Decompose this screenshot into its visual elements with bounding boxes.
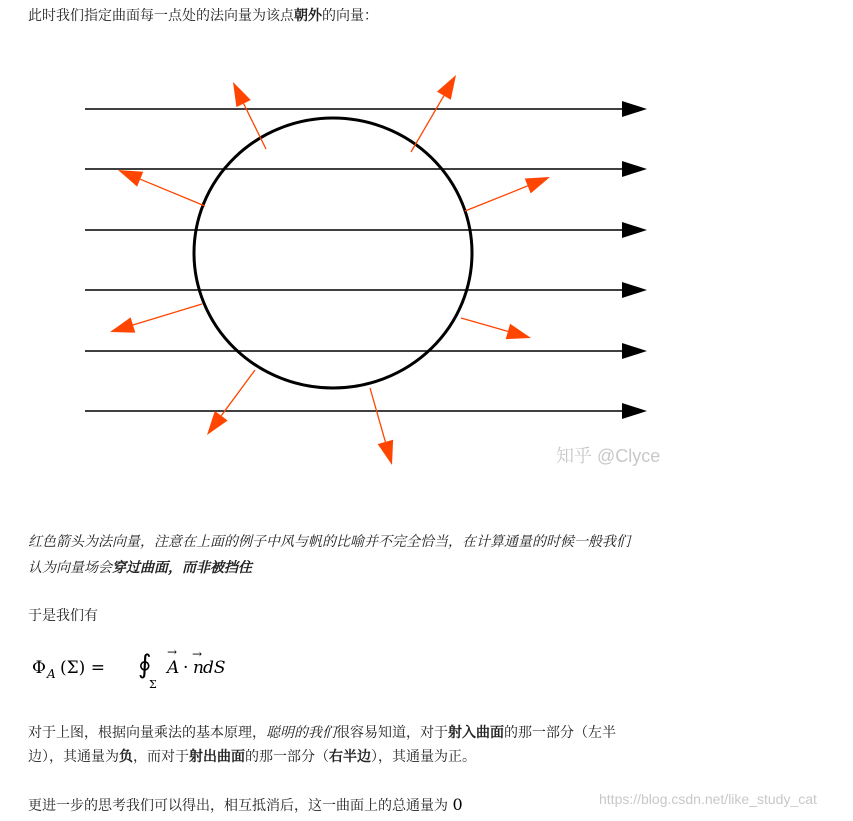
flux-diagram [0, 40, 853, 510]
caption-line-2 [28, 556, 252, 580]
normal-vector-arrowhead-8 [378, 440, 393, 465]
normal-vectors [110, 75, 550, 465]
explain-text-1: 对于上图，根据向量乘法的基本原理， [28, 725, 266, 741]
normal-vector-arrowhead-6 [506, 324, 531, 339]
normal-vector-shaft-3 [465, 186, 528, 211]
field-arrowhead-3 [622, 222, 647, 238]
normal-vector-arrowhead-4 [118, 170, 143, 187]
explain-text-4: 边），其通量为 [28, 749, 119, 765]
normal-vector-arrowhead-3 [525, 177, 550, 193]
normal-vector-arrowhead-5 [110, 317, 135, 332]
normal-vector-shaft-6 [461, 318, 508, 331]
normal-vector-shaft-8 [370, 388, 385, 442]
explain-text-5: ，而对于 [133, 749, 189, 765]
formula-var-a: A [167, 658, 180, 678]
normal-vector-shaft-7 [221, 370, 255, 416]
figure-watermark: 知乎 @Clyce [556, 446, 661, 466]
normal-vector-arrowhead-1 [233, 82, 251, 107]
normal-vector-shaft-5 [133, 304, 202, 325]
explain-bold-negative: 负 [119, 749, 133, 765]
flux-formula [30, 645, 290, 698]
explain-bold-inflow: 射入曲面 [448, 725, 504, 741]
formula-sub-a: A [47, 667, 56, 681]
normal-vector-shaft-2 [411, 96, 444, 152]
field-arrowhead-4 [622, 282, 647, 298]
intro-paragraph [28, 4, 378, 28]
total-flux-value: 0 [452, 795, 463, 814]
intro-bold: 朝外 [294, 8, 322, 24]
field-arrowhead-1 [622, 101, 647, 117]
normal-vector-shaft-4 [140, 179, 205, 206]
formula-dot: · [183, 658, 189, 678]
explain-text-3: 的那一部分（左半 [504, 725, 616, 741]
caption-line-1: 红色箭头为法向量，注意在上面的例子中风与帆的比喻并不完全恰当，在计算通量的时候一般我们 [28, 534, 630, 550]
conclusion-text: 更进一步的思考我们可以得出，相互抵消后，这一曲面上的总通量为 [28, 798, 448, 814]
paragraph-explanation-line-1 [28, 721, 616, 745]
explain-text-6: 的那一部分（ [245, 749, 329, 765]
normal-vector-arrowhead-7 [207, 411, 228, 435]
paragraph-conclusion [28, 793, 463, 818]
vector-arrow-a: → [167, 645, 178, 659]
formula-var-n: n [193, 658, 204, 678]
caption-text: 认为向量场会 [28, 560, 112, 576]
formula-ds: dS [203, 658, 226, 678]
integral-symbol: ∮ [138, 650, 152, 680]
normal-vector-arrowhead-2 [437, 75, 456, 100]
field-arrowhead-5 [622, 343, 647, 359]
field-arrowhead-2 [622, 161, 647, 177]
paragraph-explanation-line-2 [28, 745, 476, 769]
explain-italic: 聪明的我们 [266, 725, 336, 741]
explain-bold-outflow: 射出曲面 [189, 749, 245, 765]
intro-text: 此时我们指定曲面每一点处的法向量为该点 [28, 8, 294, 24]
caption-bold: 穿过曲面，而非被挡住 [112, 560, 252, 576]
explain-text-2: 很容易知道，对于 [336, 725, 448, 741]
vector-field-lines [85, 101, 647, 419]
explain-bold-right-half: 右半边 [329, 749, 371, 765]
explain-text-7: ），其通量为正。 [371, 749, 476, 765]
formula-sub-sigma: Σ [149, 678, 157, 691]
formula-phi: Φ [32, 658, 46, 678]
field-arrowhead-6 [622, 403, 647, 419]
site-watermark: https://blog.csdn.net/like_study_cat [599, 791, 817, 807]
closed-surface [194, 118, 472, 388]
text-we-have: 于是我们有 [28, 608, 98, 624]
formula-arg: (Σ) = [60, 658, 105, 678]
vector-arrow-n: → [192, 647, 203, 661]
intro-suffix: 的向量： [322, 8, 378, 24]
